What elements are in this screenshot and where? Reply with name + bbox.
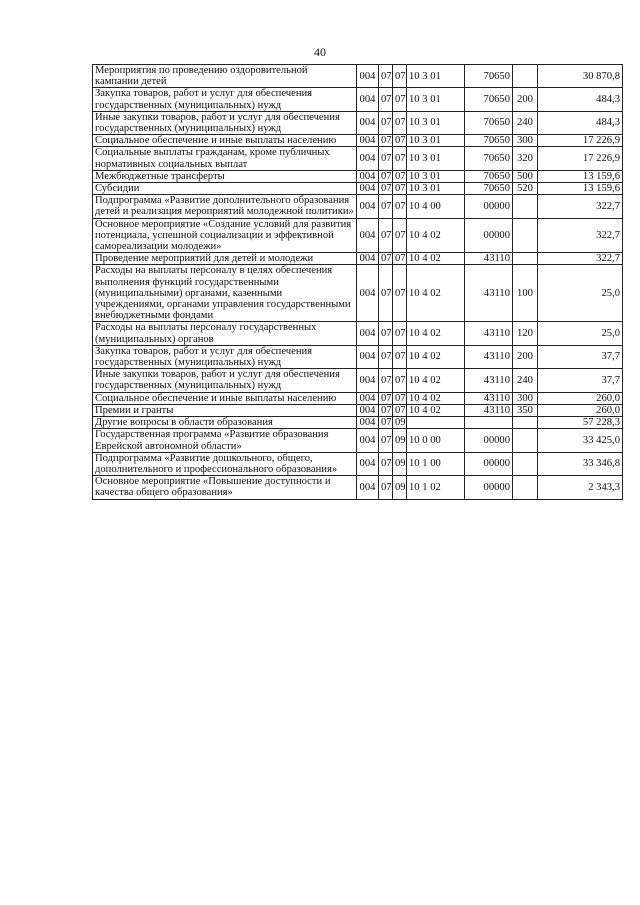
table-row bbox=[93, 404, 623, 416]
row-code-ministry: 004 bbox=[357, 404, 379, 416]
row-code-program: 10 3 01 bbox=[407, 111, 465, 134]
row-code-expense-type: 240 bbox=[513, 369, 538, 392]
row-code-ministry: 004 bbox=[357, 322, 379, 345]
budget-table bbox=[92, 64, 623, 500]
row-code-ministry: 004 bbox=[357, 392, 379, 404]
row-amount-cell: 37,7 bbox=[538, 369, 623, 392]
row-code-ministry: 004 bbox=[357, 195, 379, 218]
row-code-direction: 43110 bbox=[465, 265, 513, 322]
table-row bbox=[93, 195, 623, 218]
row-amount-cell: 484,3 bbox=[538, 88, 623, 111]
row-code-direction bbox=[465, 417, 513, 429]
row-amount-cell: 25,0 bbox=[538, 322, 623, 345]
row-code-subsection: 07 bbox=[393, 170, 407, 182]
row-code-section: 07 bbox=[379, 183, 393, 195]
row-code-subsection: 09 bbox=[393, 429, 407, 452]
row-name-cell: Иные закупки товаров, работ и услуг для обеспечения государственных (муниципальных) нужд bbox=[93, 369, 357, 392]
table-row bbox=[93, 265, 623, 322]
row-code-ministry: 004 bbox=[357, 183, 379, 195]
row-code-program: 10 3 01 bbox=[407, 147, 465, 170]
row-code-program: 10 4 00 bbox=[407, 195, 465, 218]
row-amount-cell: 260,0 bbox=[538, 404, 623, 416]
table-row bbox=[93, 111, 623, 134]
row-name-cell: Подпрограмма «Развитие дошкольного, общего, дополнительного и профессионального образования» bbox=[93, 452, 357, 475]
row-code-direction: 70650 bbox=[465, 88, 513, 111]
row-code-section: 07 bbox=[379, 65, 393, 88]
table-row bbox=[93, 218, 623, 253]
row-code-ministry: 004 bbox=[357, 170, 379, 182]
row-name-cell: Социальные выплаты гражданам, кроме публичных нормативных социальных выплат bbox=[93, 147, 357, 170]
row-code-program: 10 3 01 bbox=[407, 170, 465, 182]
row-code-direction: 70650 bbox=[465, 147, 513, 170]
row-code-subsection: 07 bbox=[393, 265, 407, 322]
row-code-ministry: 004 bbox=[357, 265, 379, 322]
row-code-ministry: 004 bbox=[357, 135, 379, 147]
row-code-program bbox=[407, 417, 465, 429]
row-name-cell: Субсидии bbox=[93, 183, 357, 195]
row-code-ministry: 004 bbox=[357, 417, 379, 429]
row-code-subsection: 07 bbox=[393, 218, 407, 253]
row-code-direction: 00000 bbox=[465, 452, 513, 475]
row-code-direction: 70650 bbox=[465, 111, 513, 134]
row-code-section: 07 bbox=[379, 369, 393, 392]
row-code-section: 07 bbox=[379, 452, 393, 475]
row-code-subsection: 09 bbox=[393, 476, 407, 499]
row-name-cell: Премии и гранты bbox=[93, 404, 357, 416]
row-code-program: 10 3 01 bbox=[407, 88, 465, 111]
row-name-cell: Расходы на выплаты персоналу в целях обеспечения выполнения функций государственными (муниципальными) органами, казенными учреждениями, органами управления государственными внебюджетными фондами bbox=[93, 265, 357, 322]
row-code-expense-type: 520 bbox=[513, 183, 538, 195]
table-row bbox=[93, 476, 623, 499]
row-code-section: 07 bbox=[379, 404, 393, 416]
row-code-expense-type bbox=[513, 253, 538, 265]
row-amount-cell: 57 228,3 bbox=[538, 417, 623, 429]
row-code-direction: 43110 bbox=[465, 345, 513, 368]
row-code-section: 07 bbox=[379, 265, 393, 322]
row-code-program: 10 4 02 bbox=[407, 253, 465, 265]
row-amount-cell: 260,0 bbox=[538, 392, 623, 404]
page-number: 40 bbox=[314, 45, 326, 59]
row-code-section: 07 bbox=[379, 170, 393, 182]
row-amount-cell: 30 870,8 bbox=[538, 65, 623, 88]
table-row bbox=[93, 429, 623, 452]
table-row bbox=[93, 322, 623, 345]
row-code-expense-type bbox=[513, 429, 538, 452]
row-code-program: 10 4 02 bbox=[407, 345, 465, 368]
row-code-program: 10 4 02 bbox=[407, 218, 465, 253]
row-amount-cell: 2 343,3 bbox=[538, 476, 623, 499]
row-amount-cell: 322,7 bbox=[538, 218, 623, 253]
table-row bbox=[93, 369, 623, 392]
row-code-program: 10 4 02 bbox=[407, 369, 465, 392]
row-code-direction: 70650 bbox=[465, 135, 513, 147]
row-name-cell: Социальное обеспечение и иные выплаты населению bbox=[93, 135, 357, 147]
row-code-direction: 00000 bbox=[465, 476, 513, 499]
row-code-subsection: 09 bbox=[393, 452, 407, 475]
row-code-direction: 43110 bbox=[465, 369, 513, 392]
table-row bbox=[93, 135, 623, 147]
table-body bbox=[93, 65, 623, 500]
row-amount-cell: 17 226,9 bbox=[538, 135, 623, 147]
row-code-direction: 70650 bbox=[465, 65, 513, 88]
row-code-ministry: 004 bbox=[357, 111, 379, 134]
row-code-subsection: 07 bbox=[393, 111, 407, 134]
row-code-program: 10 3 01 bbox=[407, 135, 465, 147]
row-name-cell: Основное мероприятие «Повышение доступности и качества общего образования» bbox=[93, 476, 357, 499]
row-code-section: 07 bbox=[379, 218, 393, 253]
row-code-expense-type bbox=[513, 218, 538, 253]
row-code-section: 07 bbox=[379, 476, 393, 499]
row-code-subsection: 07 bbox=[393, 404, 407, 416]
table-row bbox=[93, 253, 623, 265]
row-amount-cell: 33 346,8 bbox=[538, 452, 623, 475]
row-code-subsection: 07 bbox=[393, 88, 407, 111]
row-code-expense-type bbox=[513, 452, 538, 475]
row-code-ministry: 004 bbox=[357, 452, 379, 475]
row-code-section: 07 bbox=[379, 88, 393, 111]
row-code-expense-type bbox=[513, 65, 538, 88]
row-code-program: 10 3 01 bbox=[407, 183, 465, 195]
table-row bbox=[93, 452, 623, 475]
row-code-program: 10 3 01 bbox=[407, 65, 465, 88]
row-name-cell: Мероприятия по проведению оздоровительной кампании детей bbox=[93, 65, 357, 88]
row-code-subsection: 07 bbox=[393, 345, 407, 368]
row-amount-cell: 37,7 bbox=[538, 345, 623, 368]
row-code-expense-type: 350 bbox=[513, 404, 538, 416]
row-code-subsection: 07 bbox=[393, 369, 407, 392]
row-name-cell: Государственная программа «Развитие образования Еврейской автономной области» bbox=[93, 429, 357, 452]
row-code-expense-type: 320 bbox=[513, 147, 538, 170]
table-row bbox=[93, 88, 623, 111]
row-code-direction: 43110 bbox=[465, 392, 513, 404]
row-code-ministry: 004 bbox=[357, 65, 379, 88]
row-code-section: 07 bbox=[379, 195, 393, 218]
row-code-section: 07 bbox=[379, 429, 393, 452]
row-code-direction: 00000 bbox=[465, 195, 513, 218]
row-code-section: 07 bbox=[379, 135, 393, 147]
row-code-subsection: 07 bbox=[393, 65, 407, 88]
row-code-section: 07 bbox=[379, 111, 393, 134]
row-code-section: 07 bbox=[379, 392, 393, 404]
row-code-section: 07 bbox=[379, 322, 393, 345]
row-code-subsection: 07 bbox=[393, 147, 407, 170]
row-code-section: 07 bbox=[379, 147, 393, 170]
row-code-subsection: 09 bbox=[393, 417, 407, 429]
row-code-expense-type: 200 bbox=[513, 88, 538, 111]
row-code-direction: 43110 bbox=[465, 404, 513, 416]
row-code-ministry: 004 bbox=[357, 88, 379, 111]
row-code-program: 10 4 02 bbox=[407, 265, 465, 322]
row-amount-cell: 322,7 bbox=[538, 253, 623, 265]
row-code-direction: 00000 bbox=[465, 429, 513, 452]
row-code-expense-type bbox=[513, 476, 538, 499]
table-row bbox=[93, 147, 623, 170]
row-code-subsection: 07 bbox=[393, 392, 407, 404]
row-code-ministry: 004 bbox=[357, 345, 379, 368]
row-code-subsection: 07 bbox=[393, 253, 407, 265]
row-code-expense-type: 100 bbox=[513, 265, 538, 322]
row-code-direction: 00000 bbox=[465, 218, 513, 253]
row-code-expense-type: 120 bbox=[513, 322, 538, 345]
row-name-cell: Другие вопросы в области образования bbox=[93, 417, 357, 429]
row-code-expense-type: 300 bbox=[513, 392, 538, 404]
row-code-program: 10 1 02 bbox=[407, 476, 465, 499]
row-code-program: 10 1 00 bbox=[407, 452, 465, 475]
row-name-cell: Подпрограмма «Развитие дополнительного образования детей и реализация мероприятий молодежной политики» bbox=[93, 195, 357, 218]
row-code-expense-type: 500 bbox=[513, 170, 538, 182]
row-amount-cell: 13 159,6 bbox=[538, 170, 623, 182]
row-code-subsection: 07 bbox=[393, 195, 407, 218]
row-code-subsection: 07 bbox=[393, 183, 407, 195]
row-amount-cell: 17 226,9 bbox=[538, 147, 623, 170]
row-amount-cell: 25,0 bbox=[538, 265, 623, 322]
row-code-program: 10 4 02 bbox=[407, 392, 465, 404]
table-row bbox=[93, 170, 623, 182]
row-name-cell: Расходы на выплаты персоналу государственных (муниципальных) органов bbox=[93, 322, 357, 345]
row-code-expense-type bbox=[513, 195, 538, 218]
row-code-expense-type: 200 bbox=[513, 345, 538, 368]
row-code-ministry: 004 bbox=[357, 369, 379, 392]
row-code-direction: 43110 bbox=[465, 322, 513, 345]
row-name-cell: Проведение мероприятий для детей и молодежи bbox=[93, 253, 357, 265]
row-code-program: 10 0 00 bbox=[407, 429, 465, 452]
row-code-program: 10 4 02 bbox=[407, 322, 465, 345]
row-code-ministry: 004 bbox=[357, 218, 379, 253]
table-row bbox=[93, 345, 623, 368]
row-name-cell: Межбюджетные трансферты bbox=[93, 170, 357, 182]
row-code-direction: 43110 bbox=[465, 253, 513, 265]
row-amount-cell: 13 159,6 bbox=[538, 183, 623, 195]
row-name-cell: Социальное обеспечение и иные выплаты населению bbox=[93, 392, 357, 404]
row-code-section: 07 bbox=[379, 417, 393, 429]
row-code-ministry: 004 bbox=[357, 429, 379, 452]
row-amount-cell: 322,7 bbox=[538, 195, 623, 218]
row-name-cell: Основное мероприятие «Создание условий для развития потенциала, успешной социализации и эффективной самореализации молодежи» bbox=[93, 218, 357, 253]
row-code-direction: 70650 bbox=[465, 183, 513, 195]
row-code-subsection: 07 bbox=[393, 322, 407, 345]
row-code-program: 10 4 02 bbox=[407, 404, 465, 416]
table-row bbox=[93, 392, 623, 404]
row-code-ministry: 004 bbox=[357, 253, 379, 265]
row-code-ministry: 004 bbox=[357, 147, 379, 170]
row-amount-cell: 484,3 bbox=[538, 111, 623, 134]
row-name-cell: Закупка товаров, работ и услуг для обеспечения государственных (муниципальных) нужд bbox=[93, 345, 357, 368]
row-code-subsection: 07 bbox=[393, 135, 407, 147]
row-name-cell: Иные закупки товаров, работ и услуг для обеспечения государственных (муниципальных) нужд bbox=[93, 111, 357, 134]
row-code-expense-type: 240 bbox=[513, 111, 538, 134]
table-row bbox=[93, 183, 623, 195]
row-code-expense-type: 300 bbox=[513, 135, 538, 147]
row-amount-cell: 33 425,0 bbox=[538, 429, 623, 452]
row-code-ministry: 004 bbox=[357, 476, 379, 499]
row-name-cell: Закупка товаров, работ и услуг для обеспечения государственных (муниципальных) нужд bbox=[93, 88, 357, 111]
table-row bbox=[93, 417, 623, 429]
row-code-section: 07 bbox=[379, 253, 393, 265]
row-code-expense-type bbox=[513, 417, 538, 429]
row-code-direction: 70650 bbox=[465, 170, 513, 182]
table-row bbox=[93, 65, 623, 88]
row-code-section: 07 bbox=[379, 345, 393, 368]
